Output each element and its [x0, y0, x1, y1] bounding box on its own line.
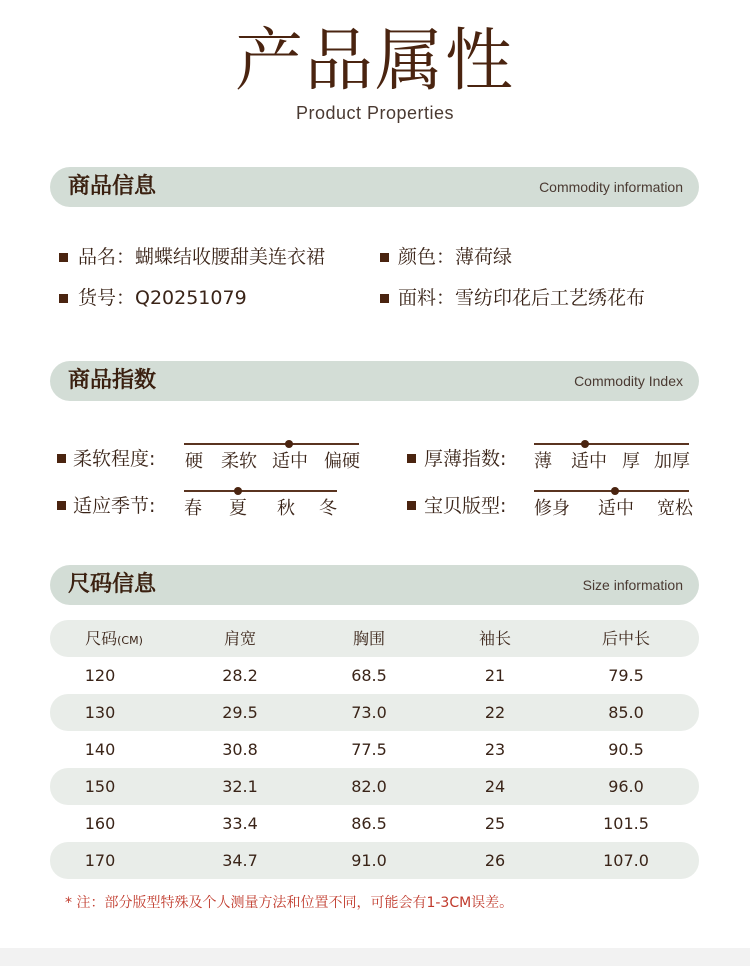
table-cell: 23 — [484, 740, 506, 759]
table-cell: 32.1 — [222, 777, 258, 796]
index-option: 薄 — [534, 451, 552, 472]
bullet-icon — [380, 294, 389, 303]
table-cell: 140 — [84, 740, 116, 759]
index-option: 适中 — [571, 451, 607, 472]
header-cell: 肩宽 — [223, 629, 257, 648]
table-cell: 77.5 — [351, 740, 387, 759]
index-option: 宽松 — [657, 498, 693, 519]
size-table-body — [50, 657, 699, 879]
index-option: 夏 — [229, 498, 247, 519]
info-item-no: 货号：Q20251079 — [78, 287, 247, 309]
index-scale-marker — [611, 487, 619, 495]
section-bar-size-info — [50, 565, 699, 605]
table-cell: 26 — [484, 851, 506, 870]
section-title: 商品指数 — [68, 368, 157, 393]
header-cell: 后中长 — [601, 629, 651, 648]
table-cell: 130 — [84, 703, 116, 722]
index-scale-marker — [234, 487, 242, 495]
table-cell: 21 — [484, 666, 506, 685]
table-cell: 30.8 — [222, 740, 258, 759]
bullet-icon — [57, 501, 66, 510]
measurement-note: * 注：部分版型特殊及个人测量方法和位置不同，可能会有1-3CM误差。 — [65, 895, 514, 911]
bullet-icon — [57, 454, 66, 463]
section-bar-commodity-index — [50, 361, 699, 401]
info-color: 颜色：薄荷绿 — [398, 246, 513, 268]
table-cell: 34.7 — [222, 851, 258, 870]
table-cell: 160 — [84, 814, 116, 833]
bullet-icon — [59, 253, 68, 262]
index-scale-marker — [285, 440, 293, 448]
index-option: 秋 — [277, 498, 295, 519]
table-cell: 29.5 — [222, 703, 258, 722]
table-cell: 101.5 — [603, 814, 649, 833]
section-title: 商品信息 — [68, 174, 157, 199]
index-label-softness: 柔软程度: — [73, 448, 156, 470]
table-cell: 68.5 — [351, 666, 387, 685]
size-table — [50, 620, 699, 879]
index-option: 加厚 — [654, 451, 690, 472]
table-cell: 33.4 — [222, 814, 258, 833]
table-cell: 150 — [84, 777, 116, 796]
info-fabric: 面料：雪纺印花后工艺绣花布 — [398, 287, 646, 309]
bullet-icon — [407, 501, 416, 510]
table-cell: 79.5 — [608, 666, 644, 685]
page-subtitle: Product Properties — [295, 103, 455, 123]
index-scale-line — [534, 443, 689, 445]
table-cell: 170 — [84, 851, 116, 870]
index-option: 春 — [184, 498, 202, 519]
table-cell: 28.2 — [222, 666, 258, 685]
table-cell: 24 — [484, 777, 506, 796]
table-cell: 90.5 — [608, 740, 644, 759]
header-cell-size: 尺码(CM) — [85, 629, 143, 648]
index-scale-marker — [581, 440, 589, 448]
bullet-icon — [59, 294, 68, 303]
index-scale-line — [184, 443, 359, 445]
index-label-thickness: 厚薄指数: — [424, 448, 507, 470]
index-option: 适中 — [272, 451, 308, 472]
page-title: 产品属性 — [234, 22, 515, 101]
table-row — [50, 694, 699, 731]
table-cell: 91.0 — [351, 851, 387, 870]
table-row — [50, 657, 699, 694]
section-subtitle: Commodity information — [539, 179, 683, 195]
table-cell: 22 — [484, 703, 506, 722]
table-cell: 120 — [84, 666, 116, 685]
table-cell: 25 — [484, 814, 506, 833]
section-subtitle: Commodity Index — [574, 373, 683, 389]
section-bar-commodity-info — [50, 167, 699, 207]
header-cell: 胸围 — [352, 629, 386, 648]
header-cell: 袖长 — [478, 629, 512, 648]
index-option: 柔软 — [221, 451, 257, 472]
bullet-icon — [380, 253, 389, 262]
table-row — [50, 731, 699, 768]
index-label-season: 适应季节: — [73, 495, 156, 517]
table-row — [50, 805, 699, 842]
table-cell: 85.0 — [608, 703, 644, 722]
bullet-icon — [407, 454, 416, 463]
index-label-fit: 宝贝版型: — [424, 495, 507, 517]
table-cell: 82.0 — [351, 777, 387, 796]
info-name: 品名：蝴蝶结收腰甜美连衣裙 — [78, 246, 326, 268]
table-row — [50, 768, 699, 805]
index-option: 硬 — [185, 451, 203, 472]
table-cell: 107.0 — [603, 851, 649, 870]
table-row — [50, 842, 699, 879]
section-title: 尺码信息 — [68, 572, 157, 597]
index-option: 偏硬 — [324, 451, 360, 472]
index-option: 冬 — [319, 498, 337, 519]
section-subtitle: Size information — [582, 577, 683, 593]
index-option: 适中 — [598, 498, 634, 519]
table-cell: 73.0 — [351, 703, 387, 722]
index-option: 厚 — [622, 451, 640, 472]
footer-divider — [0, 948, 750, 966]
table-cell: 86.5 — [351, 814, 387, 833]
table-cell: 96.0 — [608, 777, 644, 796]
index-scale-line — [184, 490, 337, 492]
size-table-header — [50, 620, 699, 657]
index-option: 修身 — [534, 498, 570, 519]
